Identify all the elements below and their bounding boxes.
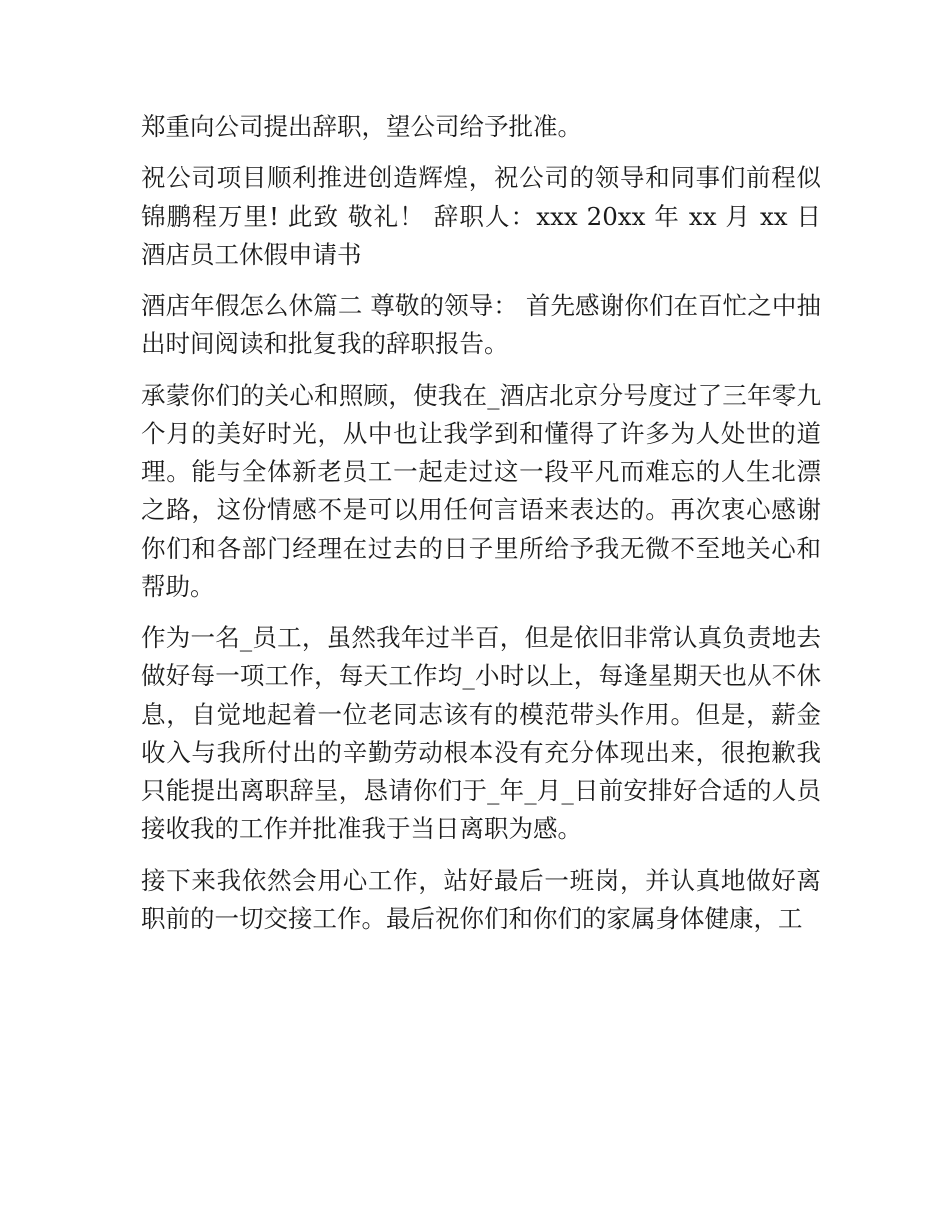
paragraph-section-two-opening: 酒店年假怎么休篇二 尊敬的领导： 首先感谢你们在百忙之中抽出时间阅读和批复我的辞职报告。: [141, 291, 821, 359]
paragraph-work-history: 作为一名_员工，虽然我年过半百，但是依旧非常认真负责地去做好每一项工作，每天工作均_小时以上，每逢星期天也从不休息，自觉地起着一位老同志该有的模范带头作用。但是，薪金收入与我所付出的辛勤劳动根本没有充分体现出来，很抱歉我只能提出离职辞呈，恳请你们于_年_月_日前安排好合适的人员接收我的工作并批准我于当日离职为感。: [141, 623, 821, 844]
paragraph-approval-request: 郑重向公司提出辞职，望公司给予批准。: [141, 112, 582, 141]
paragraph-handover: 接下来我依然会用心工作，站好最后一班岗，并认真地做好离职前的一切交接工作。最后祝你们和你们的家属身体健康，工: [141, 865, 821, 933]
paragraph-closing-signature: 祝公司项目顺利推进创造辉煌，祝公司的领导和同事们前程似锦鹏程万里! 此致 敬礼！ 辞职人：xxx 20xx 年 xx 月 xx 日 酒店员工休假申请书: [141, 163, 821, 269]
document-body: [141, 108, 821, 951]
paragraph-gratitude: 承蒙你们的关心和照顾，使我在_酒店北京分号度过了三年零九个月的美好时光，从中也让我学到和懂得了许多为人处世的道理。能与全体新老员工一起走过这一段平凡而难忘的人生北漂之路，这份情感不是可以用任何言语来表达的。再次衷心感谢你们和各部门经理在过去的日子里所给予我无微不至地关心和帮助。: [141, 380, 821, 601]
